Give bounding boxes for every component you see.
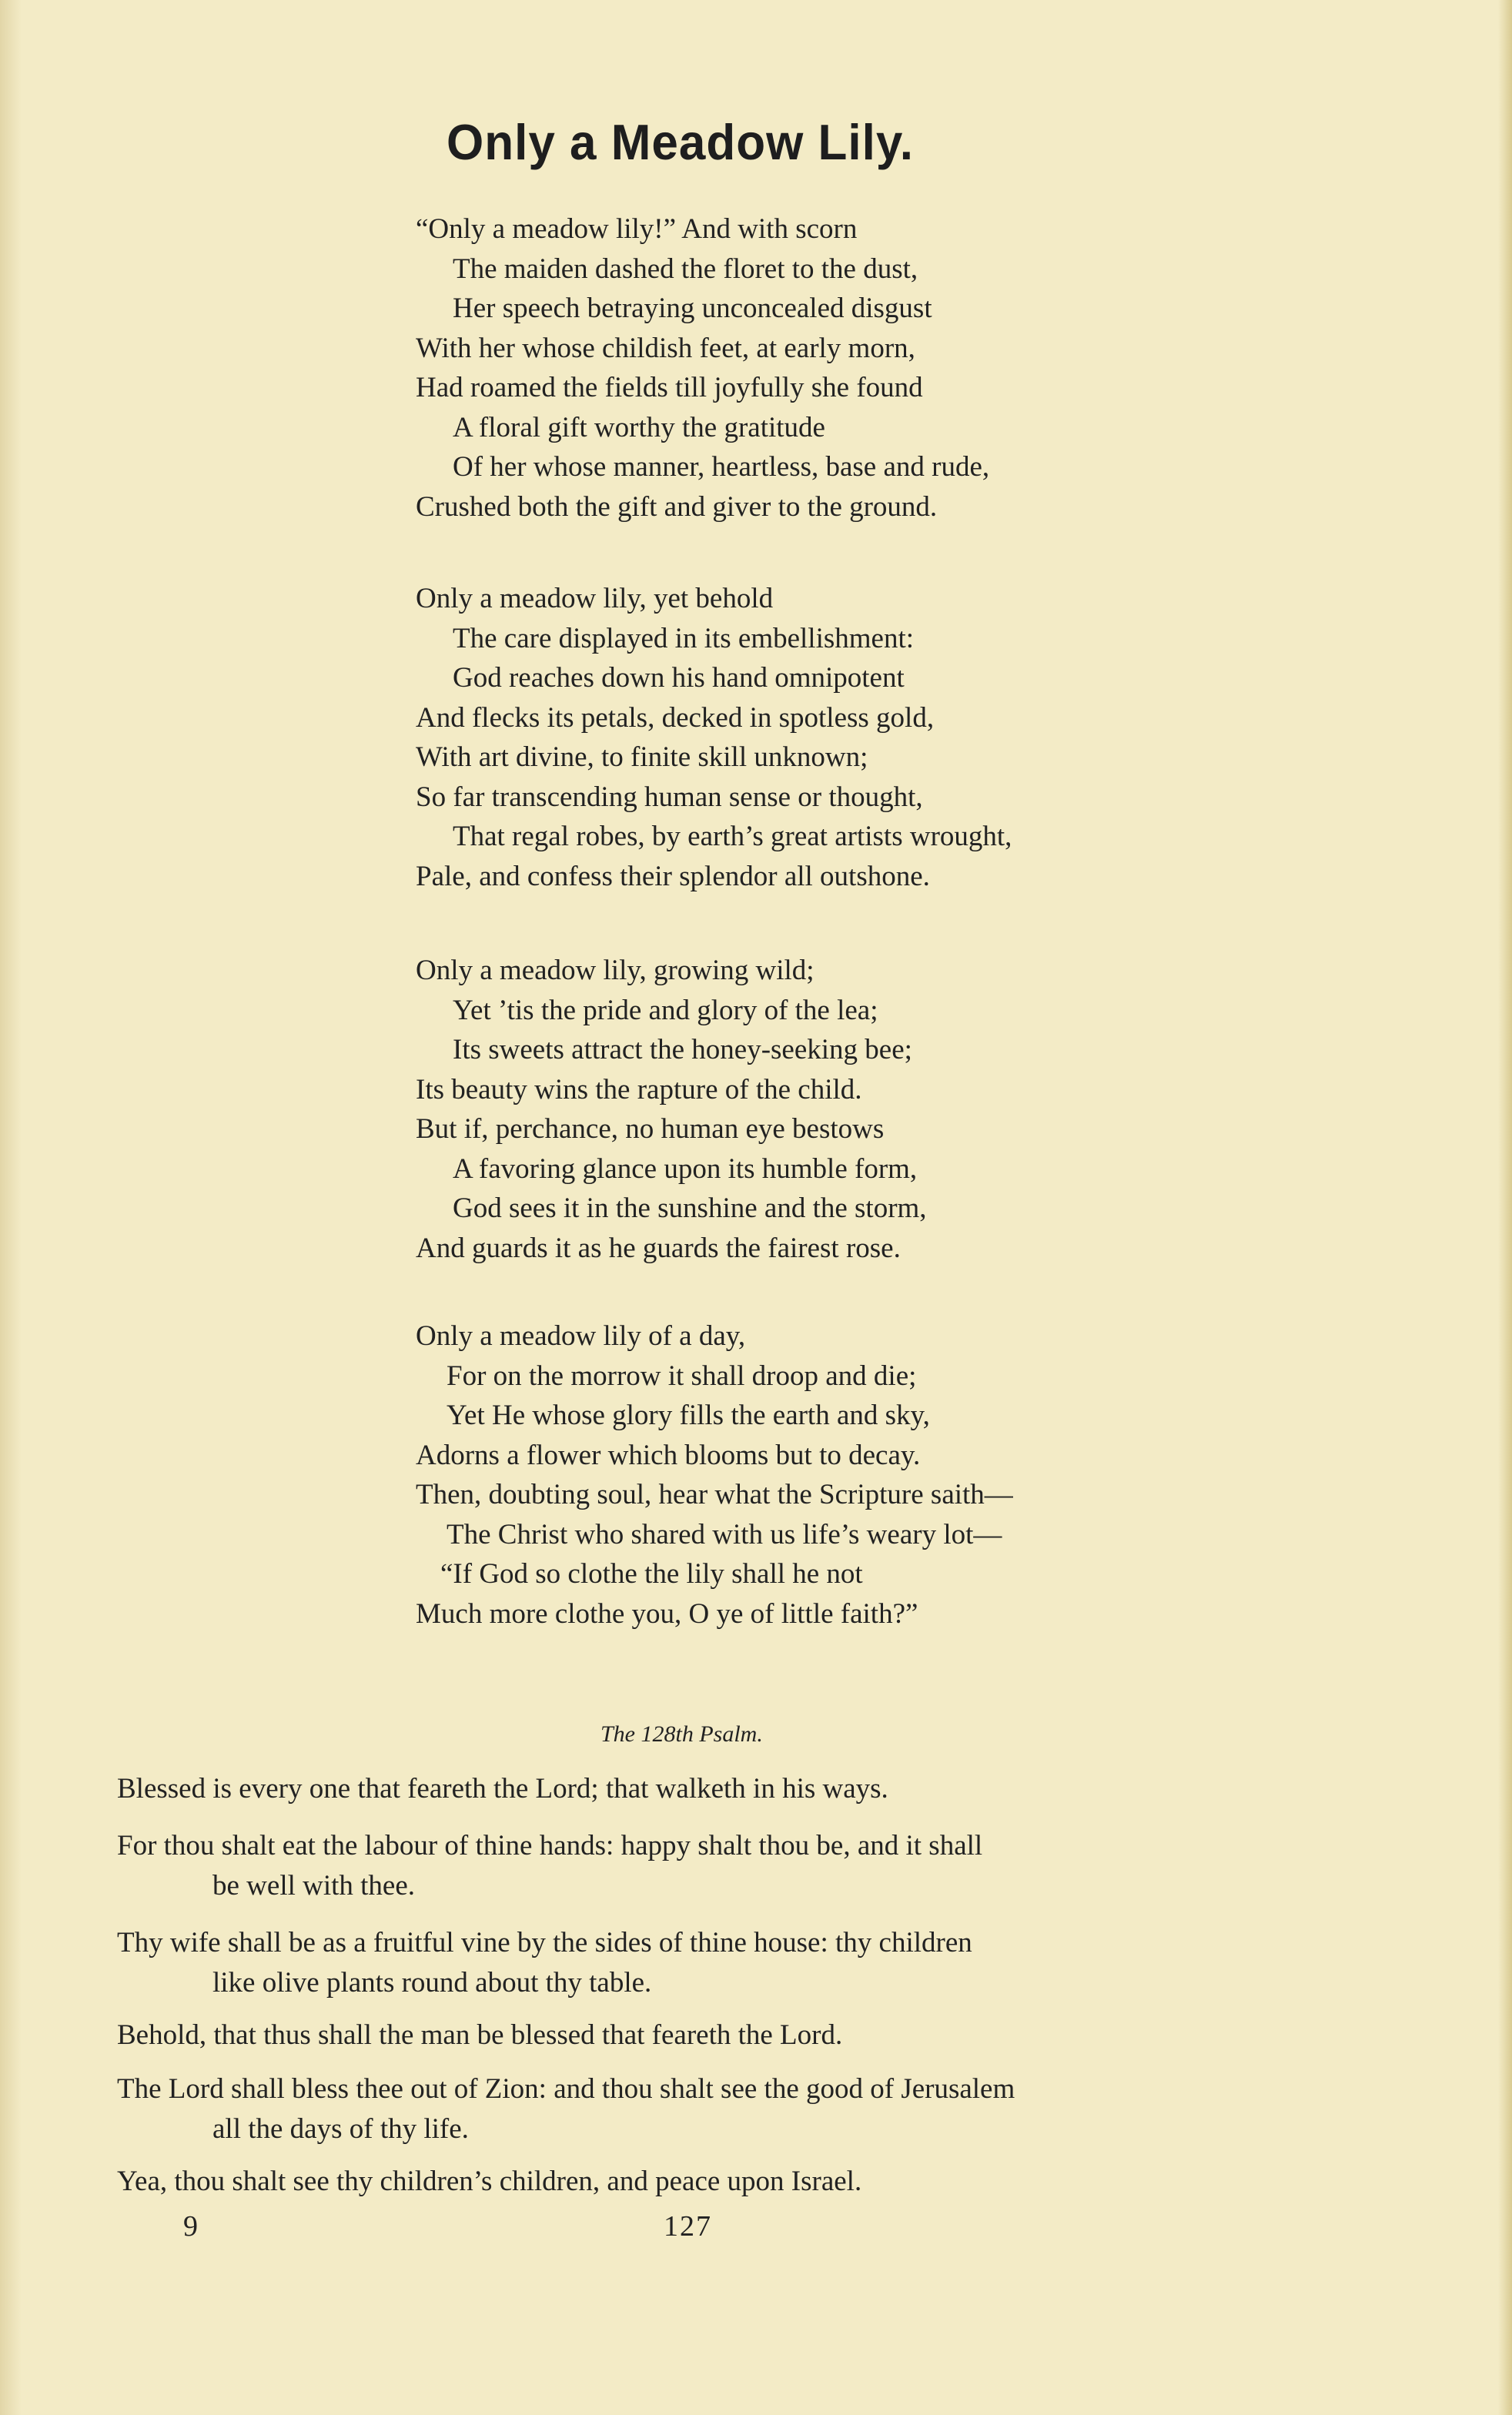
poem-line: Only a meadow lily of a day,: [416, 1320, 746, 1352]
poem-line: Crushed both the gift and giver to the ground.: [416, 490, 938, 523]
psalm-verse: [117, 2015, 1341, 2055]
poem-line: God reaches down his hand omnipotent: [453, 662, 905, 694]
poem-line: “Only a meadow lily!” And with scorn: [416, 213, 858, 245]
verse-continuation: be well with thee.: [212, 1870, 416, 1902]
poem-line: Its beauty wins the rapture of the child.: [416, 1073, 862, 1105]
poem-line: Yet ’tis the pride and glory of the lea;: [453, 994, 878, 1026]
psalm-verse: [117, 1923, 1341, 2003]
psalm-title: The 128th Psalm.: [600, 1721, 763, 1747]
psalm-verse: [117, 1769, 1341, 1809]
poem-line: The maiden dashed the floret to the dust,: [453, 253, 918, 285]
poem-line: Its sweets attract the honey-seeking bee;: [453, 1034, 912, 1065]
poem-line: With her whose childish feet, at early morn,: [416, 332, 915, 364]
verse-text: Blessed is every one that feareth the Lord; that walketh in his ways.: [117, 1773, 888, 1805]
poem-line: Her speech betraying unconcealed disgust: [453, 293, 932, 324]
verse-text: Thy wife shall be as a fruitful vine by the sides of thine house: thy children: [117, 1927, 972, 1958]
poem-line: For on the morrow it shall droop and die;: [447, 1360, 917, 1392]
verse-continuation: like olive plants round about thy table.: [212, 1967, 652, 1999]
poem-title: Only a Meadow Lily.: [447, 115, 914, 171]
page-right-edge: [1498, 0, 1512, 2415]
poem-line: And flecks its petals, decked in spotless gold,: [416, 701, 935, 734]
poem-line: Only a meadow lily, yet behold: [416, 583, 774, 614]
verse-text: The Lord shall bless thee out of Zion: and thou shalt see the good of Jerusalem: [117, 2073, 1015, 2105]
poem-line: “If God so clothe the lily shall he not: [440, 1558, 863, 1590]
poem-line: A favoring glance upon its humble form,: [453, 1152, 918, 1185]
poem-line: Of her whose manner, heartless, base and rude,: [453, 451, 990, 483]
poem-line: A floral gift worthy the gratitude: [453, 411, 825, 443]
poem-line: Adorns a flower which blooms but to decay.: [416, 1439, 921, 1471]
stanza-3: [416, 951, 927, 1268]
poem-line: And guards it as he guards the fairest rose.: [416, 1232, 901, 1264]
poem-line: That regal robes, by earth’s great artists wrought,: [453, 821, 1012, 852]
poem-line: Yet He whose glory fills the earth and sky,: [447, 1400, 930, 1431]
signature-mark: 9: [183, 2210, 198, 2243]
page-number: 127: [664, 2210, 712, 2243]
poem-line: Only a meadow lily, growing wild;: [416, 955, 815, 986]
psalm-verse: [117, 1826, 1341, 1906]
verse-continuation: all the days of thy life.: [212, 2113, 469, 2145]
psalm-verse: [117, 2162, 1341, 2202]
poem-line: So far transcending human sense or thought,: [416, 781, 923, 813]
page-left-edge: [0, 0, 22, 2415]
poem-line: The care displayed in its embellishment:: [453, 622, 915, 654]
stanza-2: [416, 579, 1012, 896]
psalm-verse: [117, 2069, 1341, 2149]
poem-line: Much more clothe you, O ye of little faith?”: [416, 1597, 918, 1630]
poem-line: But if, perchance, no human eye bestows: [416, 1113, 885, 1145]
poem-line: With art divine, to finite skill unknown;: [416, 741, 868, 773]
poem-line: Then, doubting soul, hear what the Scripture saith—: [416, 1479, 1013, 1510]
poem-line: Pale, and confess their splendor all outshone.: [416, 860, 930, 892]
stanza-4: [416, 1316, 1013, 1634]
verse-text: For thou shalt eat the labour of thine hands: happy shalt thou be, and it shall: [117, 1830, 983, 1861]
verse-text: Yea, thou shalt see thy children’s children, and peace upon Israel.: [117, 2166, 862, 2197]
stanza-1: [416, 209, 989, 527]
poem-line: God sees it in the sunshine and the storm,: [453, 1192, 927, 1224]
poem-line: Had roamed the fields till joyfully she found: [416, 372, 923, 403]
poem-line: The Christ who shared with us life’s weary lot—: [447, 1518, 1002, 1550]
verse-text: Behold, that thus shall the man be blessed that feareth the Lord.: [117, 2019, 843, 2051]
